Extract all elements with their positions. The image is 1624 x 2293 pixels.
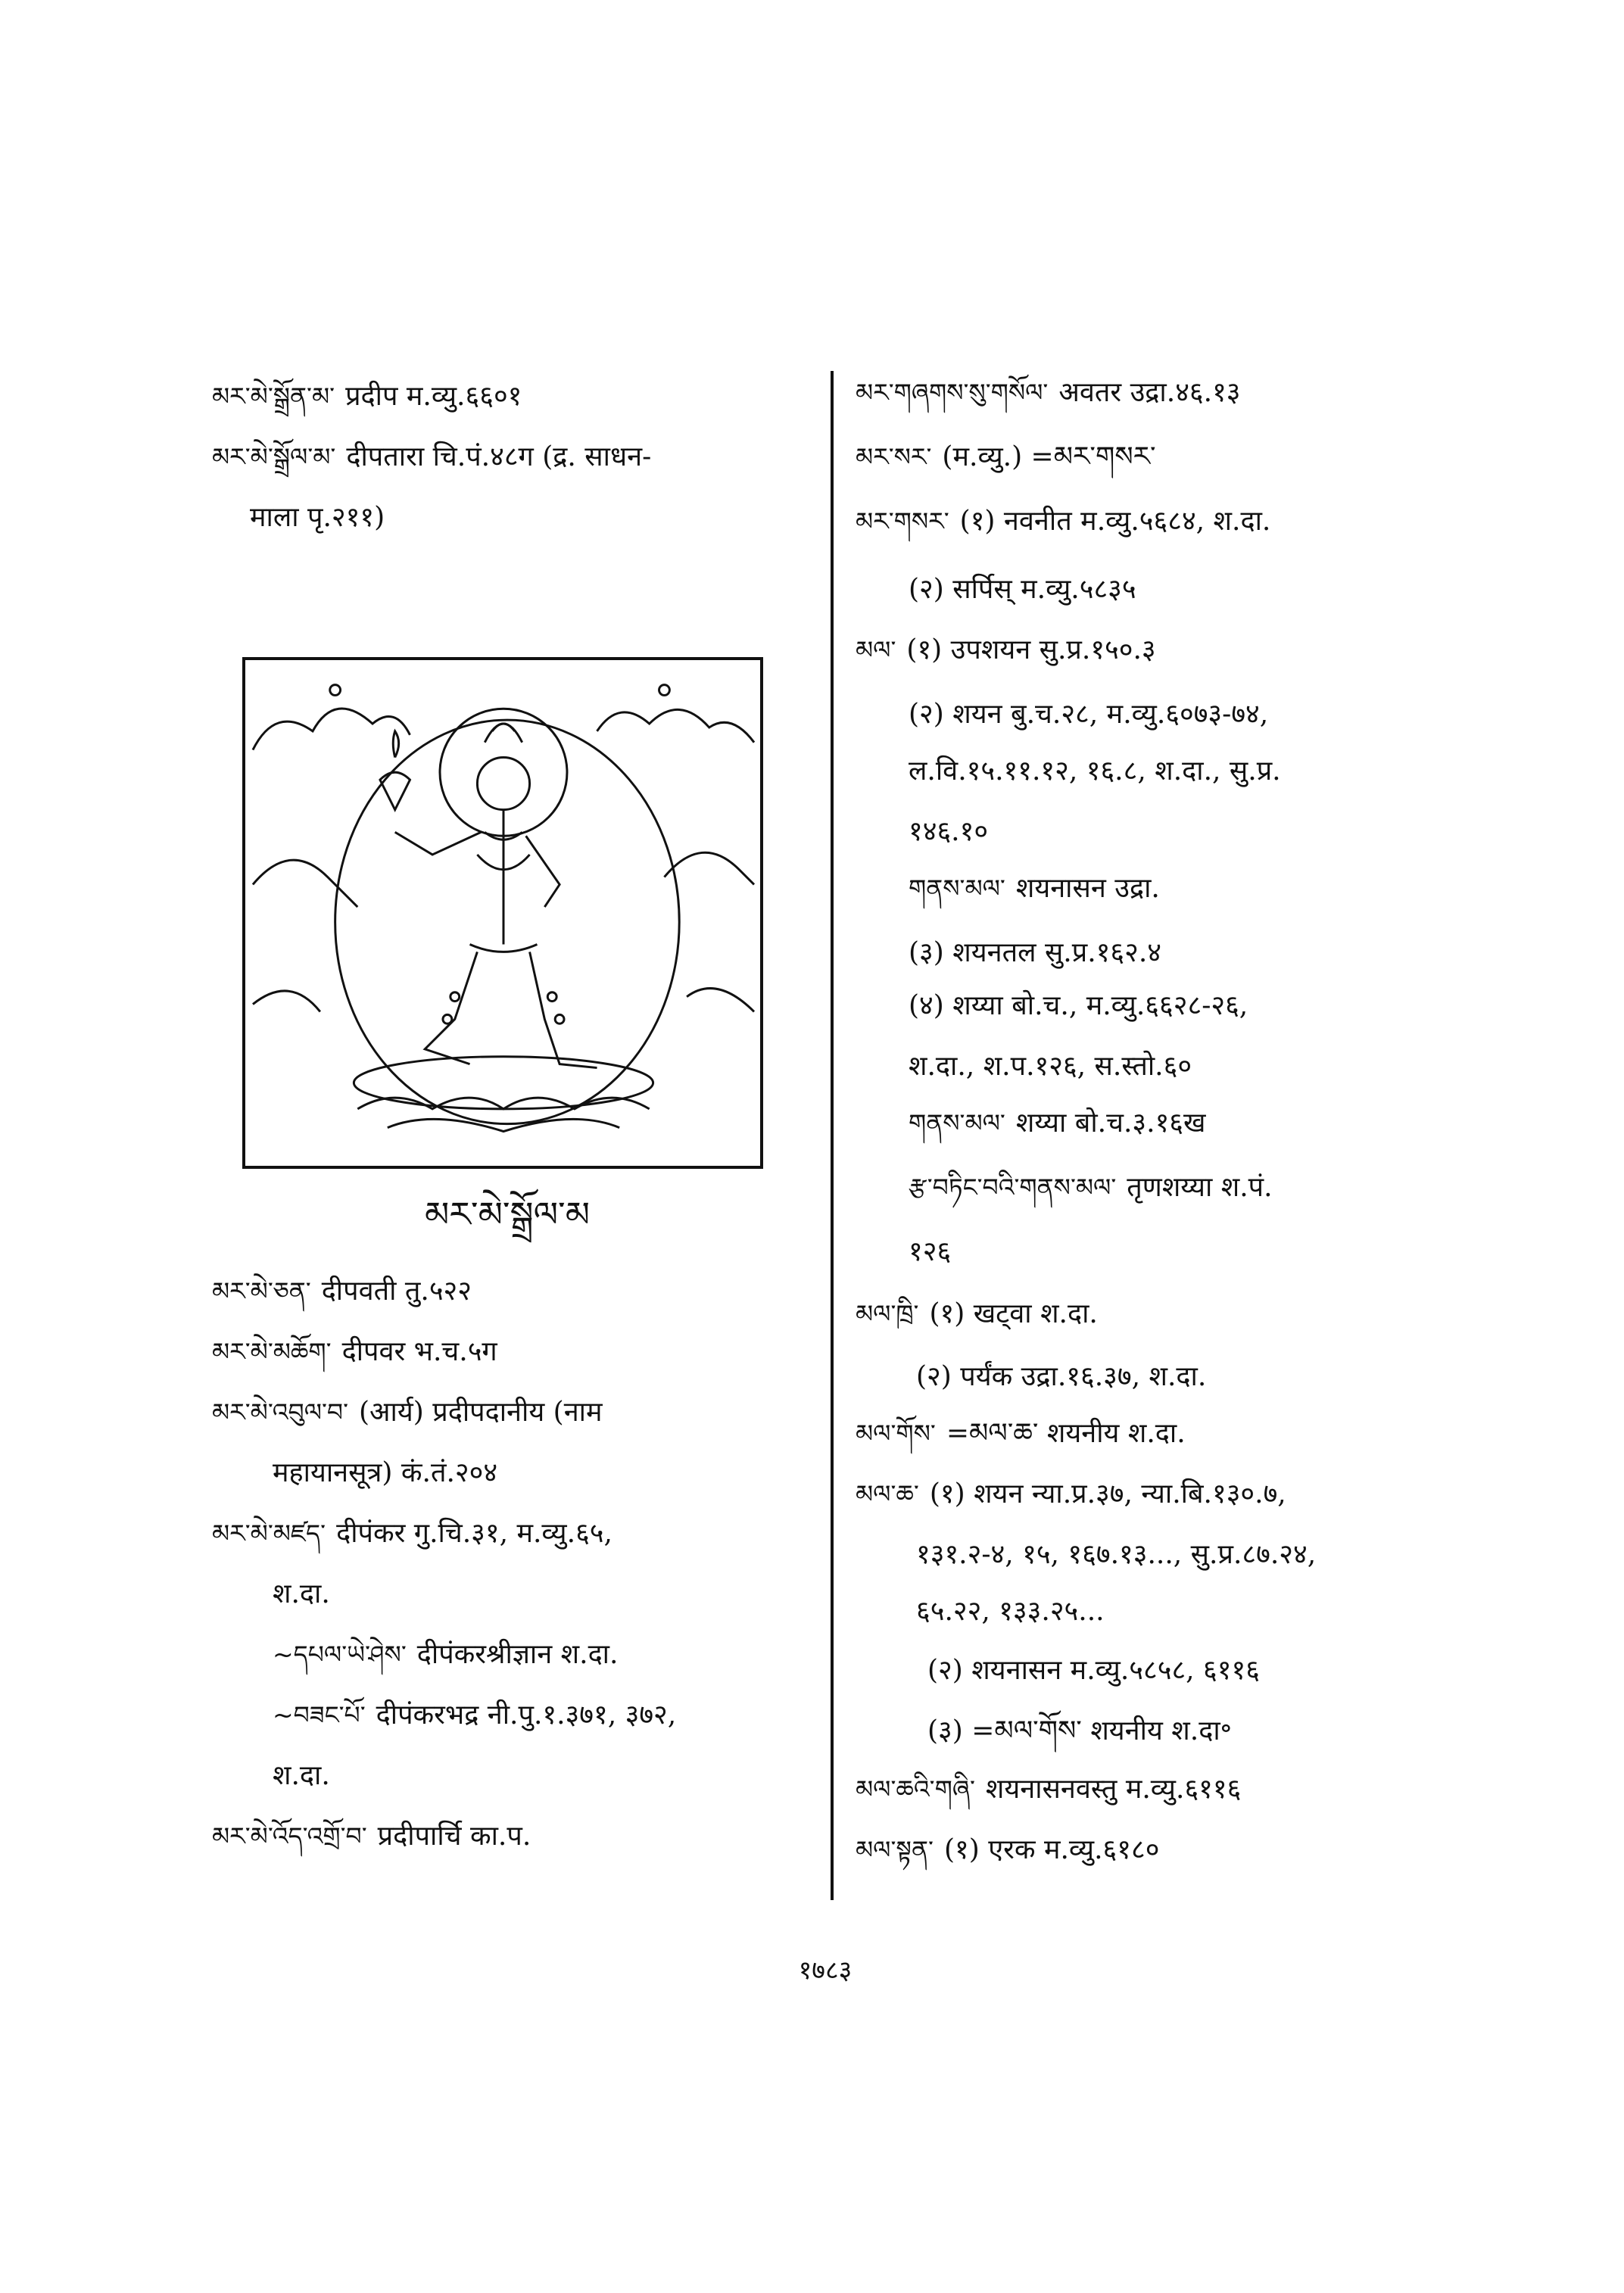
sanskrit-gloss: (२) शयनासन म.व्यु.५८५८, ६११६: [927, 1655, 1260, 1686]
sanskrit-gloss: शयनासन उद्रा.: [1015, 873, 1160, 904]
entry-line: [856, 1476, 1286, 1513]
page-number: १७८३: [798, 1955, 853, 1986]
sanskrit-gloss: १४६.१०: [909, 816, 989, 847]
sanskrit-gloss: अवतर उद्रा.४६.१३: [1058, 377, 1241, 408]
tibetan-headword: མར་མེ་ཅན་: [212, 1276, 311, 1306]
entry-line: [212, 1334, 497, 1370]
entry-continuation: [916, 1594, 1105, 1630]
entry-subentry: [909, 1170, 1273, 1206]
tibetan-headword: གནས་མལ་: [909, 874, 1005, 903]
entry-line: [212, 1818, 531, 1855]
entry-continuation: [909, 753, 1281, 790]
column-divider: [831, 371, 834, 1900]
sanskrit-gloss: दीपंकरभद्र नी.पु.१.३७१, ३७२,: [376, 1699, 677, 1731]
entry-continuation: [909, 1234, 951, 1270]
entry-line: [212, 1516, 613, 1552]
sanskrit-gloss: ल.वि.१५.११.१२, १६.८, श.दा., सु.प्र.: [909, 756, 1281, 787]
sanskrit-gloss: दीपंकरश्रीज्ञान श.दा.: [416, 1639, 619, 1670]
sanskrit-gloss: (२) शयन बु.च.२८, म.व्यु.६०७३-७४,: [909, 699, 1269, 730]
tibetan-headword: མལ་ཁྲི་: [856, 1299, 919, 1329]
entry-continuation: [909, 814, 988, 850]
entry-line: [212, 1273, 472, 1310]
sanskrit-gloss: ६५.२२, १३३.२५...: [916, 1596, 1105, 1627]
entry-line: [856, 439, 1156, 475]
tibetan-headword: མར་སར་: [856, 442, 932, 472]
entry-line: [856, 1416, 1186, 1452]
sanskrit-gloss: श.दा.: [273, 1760, 330, 1791]
sanskrit-gloss: दीपवर भ.च.५ग: [341, 1336, 497, 1367]
sanskrit-gloss: (१) खट्वा श.दा.: [929, 1298, 1098, 1329]
entry-line: [212, 1394, 603, 1431]
entry-continuation: [273, 1576, 330, 1612]
entry-line: [856, 1296, 1098, 1332]
sanskrit-gloss: =མལ་ཆ་ शयनीय श.दा.: [946, 1418, 1186, 1449]
tibetan-headword: གནས་མལ་: [909, 1108, 1005, 1138]
tibetan-headword: ~དཔལ་ཡེ་ཤེས་: [273, 1640, 407, 1669]
tibetan-headword: མར་གསར་: [856, 506, 949, 536]
sanskrit-gloss: माला पृ.२११): [250, 502, 385, 533]
tibetan-headword: མར་མེ་སྒྲོན་མ་: [212, 382, 335, 411]
entry-line: [856, 503, 1270, 540]
tibetan-headword: མལ་གོས་: [856, 1419, 936, 1448]
sanskrit-gloss: दीपतारा चि.पं.४८ग (द्र. साधन-: [346, 441, 652, 472]
sanskrit-gloss: श.दा.: [273, 1578, 330, 1609]
sanskrit-gloss: १३१.२-४, १५, १६७.१३..., सु.प्र.८७.२४,: [916, 1539, 1317, 1570]
entry-line: [856, 1832, 1159, 1868]
sanskrit-gloss: महायानसूत्र) कं.तं.२०४: [273, 1457, 498, 1488]
entry-sense: [909, 696, 1268, 733]
sanskrit-gloss: शयनासनवस्तु म.व्यु.६११६: [985, 1774, 1242, 1805]
entry-continuation: [273, 1758, 330, 1794]
entry-continuation: [909, 1048, 1192, 1085]
tibetan-headword: མར་མེ་འབུལ་བ་: [212, 1397, 349, 1427]
entry-line: [212, 439, 651, 475]
sanskrit-gloss: (१) उपशयन सु.प्र.१५०.३: [906, 634, 1156, 665]
sanskrit-gloss: (२) पर्यंक उद्रा.१६.३७, श.दा.: [916, 1361, 1207, 1392]
tibetan-headword: མལ་ཆའི་གཞི་: [856, 1774, 975, 1804]
entry-sense: [927, 1713, 1232, 1749]
entry-continuation: [250, 500, 385, 536]
entry-line: [856, 1771, 1241, 1808]
entry-sense: [909, 572, 1136, 608]
tibetan-headword: རྩ་བཏིང་བའི་གནས་མལ་: [909, 1173, 1117, 1202]
entry-continuation: [273, 1455, 497, 1491]
sanskrit-gloss: श.दा., श.प.१२६, स.स्तो.६०: [909, 1051, 1192, 1082]
sanskrit-gloss: (४) शय्या बो.च., म.व्यु.६६२८-२६,: [909, 990, 1248, 1021]
sanskrit-gloss: (२) सर्पिस् म.व्यु.५८३५: [909, 574, 1136, 605]
sanskrit-gloss: (आर्य) प्रदीपदानीय (नाम: [359, 1397, 603, 1428]
tibetan-headword: མར་གཞགས་སུ་གསོལ་: [856, 378, 1049, 407]
illustration-caption: མར་མེ་སྒྲོལ་མ: [424, 1194, 591, 1235]
entry-subentry: [909, 1105, 1205, 1142]
tibetan-headword: མར་མེ་མཆོག་: [212, 1337, 332, 1366]
entry-line: [856, 375, 1241, 411]
entry-line: [856, 632, 1156, 668]
tibetan-headword: མར་མེ་སྒྲོལ་མ་: [212, 442, 336, 472]
entry-subentry: [909, 871, 1160, 907]
sanskrit-gloss: शय्या बो.च.३.१६ख: [1015, 1108, 1206, 1139]
entry-sense: [909, 988, 1248, 1024]
sanskrit-gloss: प्रदीपार्चि का.प.: [377, 1821, 531, 1852]
sanskrit-gloss: १२६: [909, 1236, 952, 1267]
entry-continuation: [916, 1537, 1316, 1573]
deity-illustration: [242, 657, 763, 1169]
dipatara-drawing: [245, 660, 760, 1166]
entry-line: [212, 379, 522, 415]
sanskrit-gloss: प्रदीप म.व्यु.६६०१: [345, 381, 522, 412]
entry-sense: [927, 1653, 1260, 1689]
entry-sense: [916, 1359, 1206, 1395]
sanskrit-gloss: (३) शयनतल सु.प्र.१६२.४: [909, 937, 1161, 968]
entry-line: [273, 1697, 676, 1734]
sanskrit-gloss: (१) नवनीत म.व्यु.५६८४, श.दा.: [959, 506, 1271, 537]
sanskrit-gloss: (म.व्यु.) =མར་གསར་: [942, 441, 1156, 472]
sanskrit-gloss: (३) =མལ་གོས་ शयनीय श.दा॰: [927, 1715, 1232, 1746]
tibetan-headword: མལ་སྟན་: [856, 1835, 934, 1865]
entry-sense: [909, 935, 1161, 971]
sanskrit-gloss: तृणशय्या श.पं.: [1127, 1172, 1273, 1203]
sanskrit-gloss: (१) एरक म.व्यु.६१८०: [943, 1834, 1160, 1865]
tibetan-headword: ~བཟང་པོ་: [273, 1700, 366, 1730]
sanskrit-gloss: दीपवती तु.५२२: [321, 1276, 472, 1307]
tibetan-headword: མལ་: [856, 635, 896, 665]
sanskrit-gloss: (१) शयन न्या.प्र.३७, न्या.बि.१३०.७,: [929, 1478, 1286, 1509]
tibetan-headword: མར་མེ་མཛད་: [212, 1519, 326, 1548]
sanskrit-gloss: दीपंकर गु.चि.३१, म.व्यु.६५,: [336, 1518, 613, 1549]
tibetan-headword: མལ་ཆ་: [856, 1479, 919, 1509]
tibetan-headword: མར་མེ་འོད་འགྲོ་བ་: [212, 1821, 367, 1851]
entry-line: [273, 1637, 618, 1673]
